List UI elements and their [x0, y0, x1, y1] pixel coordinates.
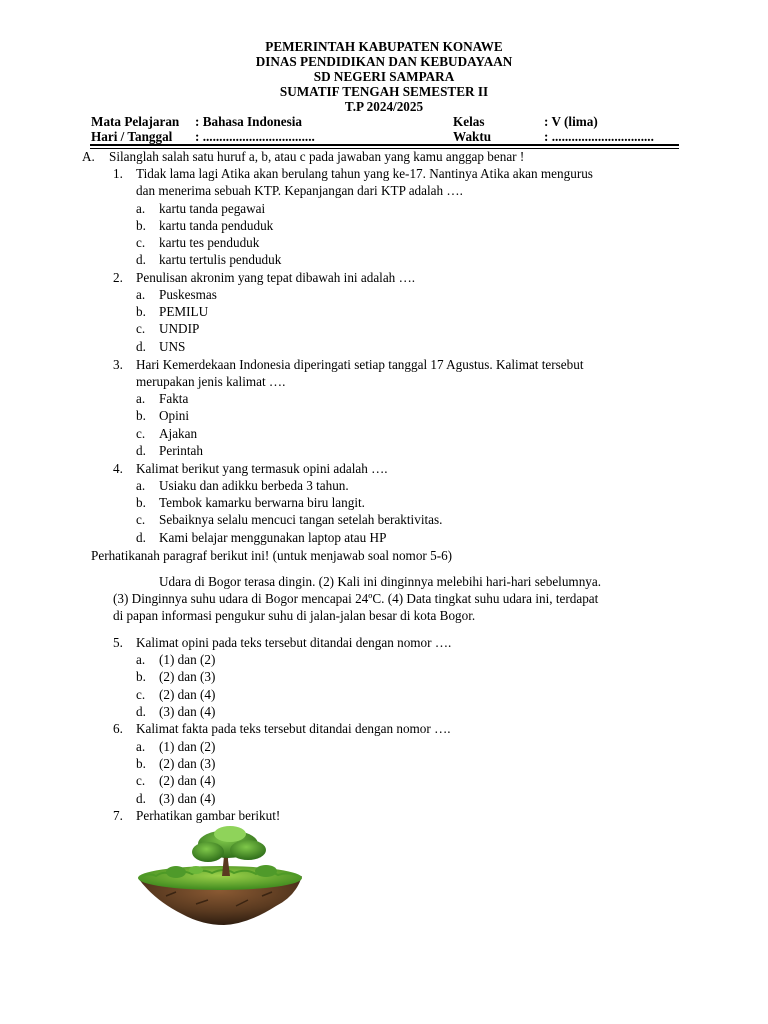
option-letter: a. — [136, 287, 146, 302]
option-letter: c. — [136, 773, 146, 788]
option-text: Kami belajar menggunakan laptop atau HP — [159, 530, 387, 545]
header-school-year: T.P 2024/2025 — [344, 99, 424, 114]
day-date-value: : .................................. — [195, 129, 315, 144]
option-letter: b. — [136, 495, 146, 510]
option-text: Perintah — [159, 443, 203, 458]
option-text: (2) dan (4) — [159, 773, 216, 788]
floating-island-tree-picture — [136, 826, 304, 926]
question-text-line: Kalimat berikut yang termasuk opini adalah …. — [136, 461, 388, 476]
option-letter: b. — [136, 756, 146, 771]
option-letter: c. — [136, 235, 146, 250]
passage-intro: Perhatikanah paragraf berikut ini! (untuk menjawab soal nomor 5-6) — [91, 548, 453, 563]
question-text-line: Perhatikan gambar berikut! — [136, 808, 281, 823]
option-letter: c. — [136, 512, 146, 527]
option-letter: a. — [136, 391, 146, 406]
option-letter: a. — [136, 739, 146, 754]
question-number: 3. — [113, 357, 123, 372]
option-text: kartu tertulis penduduk — [159, 252, 282, 267]
option-letter: a. — [136, 201, 146, 216]
passage-line: di papan informasi pengukur suhu di jalan-jalan besar di kota Bogor. — [113, 608, 476, 623]
option-text: Puskesmas — [159, 287, 217, 302]
option-text: kartu tanda penduduk — [159, 218, 274, 233]
header-exam-title: SUMATIF TENGAH SEMESTER II — [279, 84, 489, 99]
header-rule-thick — [90, 144, 679, 146]
header-school: SD NEGERI SAMPARA — [313, 69, 455, 84]
passage-line: (3) Dinginnya suhu udara di Bogor mencapai 24ºC. (4) Data tingkat suhu udara ini, terdapat — [113, 591, 599, 606]
option-text: PEMILU — [159, 304, 209, 319]
option-text: Ajakan — [159, 426, 198, 441]
option-text: Sebaiknya selalu mencuci tangan setelah beraktivitas. — [159, 512, 443, 527]
time-value: : ............................... — [544, 129, 654, 144]
subject-label: Mata Pelajaran — [91, 114, 180, 129]
question-text-line: merupakan jenis kalimat …. — [136, 374, 286, 389]
option-letter: a. — [136, 478, 146, 493]
header-government: PEMERINTAH KABUPATEN KONAWE — [265, 39, 503, 54]
option-text: (3) dan (4) — [159, 791, 216, 806]
option-text: UNS — [159, 339, 186, 354]
question-text-line: Kalimat fakta pada teks tersebut ditandai dengan nomor …. — [136, 721, 451, 736]
option-letter: a. — [136, 652, 146, 667]
option-letter: b. — [136, 408, 146, 423]
option-text: kartu tes penduduk — [159, 235, 260, 250]
question-number: 4. — [113, 461, 123, 476]
option-letter: d. — [136, 791, 146, 806]
option-letter: d. — [136, 530, 146, 545]
header-department: DINAS PENDIDIKAN DAN KEBUDAYAAN — [255, 54, 513, 69]
option-text: Usiaku dan adikku berbeda 3 tahun. — [159, 478, 349, 493]
option-text: Fakta — [159, 391, 189, 406]
option-text: Tembok kamarku berwarna biru langit. — [159, 495, 365, 510]
option-text: (1) dan (2) — [159, 652, 216, 667]
option-text: UNDIP — [159, 321, 200, 336]
option-letter: b. — [136, 669, 146, 684]
class-label: Kelas — [453, 114, 485, 129]
option-letter: d. — [136, 339, 146, 354]
option-letter: b. — [136, 304, 146, 319]
option-letter: c. — [136, 687, 146, 702]
option-letter: b. — [136, 218, 146, 233]
time-label: Waktu — [453, 129, 492, 144]
question-number: 2. — [113, 270, 123, 285]
class-value: : V (lima) — [544, 114, 598, 129]
question-text-line: Penulisan akronim yang tepat dibawah ini adalah …. — [136, 270, 416, 285]
question-number: 6. — [113, 721, 123, 736]
passage-line: Udara di Bogor terasa dingin. (2) Kali ini dinginnya melebihi hari-hari sebelumnya. — [159, 574, 602, 589]
question-number: 7. — [113, 808, 123, 823]
option-letter: c. — [136, 321, 146, 336]
day-date-label: Hari / Tanggal — [91, 129, 173, 144]
question-text-line: Hari Kemerdekaan Indonesia diperingati setiap tanggal 17 Agustus. Kalimat tersebut — [136, 357, 584, 372]
question-text-line: Kalimat opini pada teks tersebut ditandai dengan nomor …. — [136, 635, 452, 650]
option-text: (2) dan (3) — [159, 756, 216, 771]
option-letter: d. — [136, 252, 146, 267]
option-text: (2) dan (4) — [159, 687, 216, 702]
option-text: (3) dan (4) — [159, 704, 216, 719]
option-letter: c. — [136, 426, 146, 441]
option-text: Opini — [159, 408, 190, 423]
question-number: 5. — [113, 635, 123, 650]
question-text-line: dan menerima sebuah KTP. Kepanjangan dari KTP adalah …. — [136, 183, 463, 198]
option-text: (2) dan (3) — [159, 669, 216, 684]
subject-value: : Bahasa Indonesia — [195, 114, 303, 129]
question-text-line: Tidak lama lagi Atika akan berulang tahun yang ke-17. Nantinya Atika akan mengurus — [136, 166, 593, 181]
option-text: (1) dan (2) — [159, 739, 216, 754]
section-letter: A. — [82, 149, 95, 164]
option-letter: d. — [136, 704, 146, 719]
question-number: 1. — [113, 166, 123, 181]
option-letter: d. — [136, 443, 146, 458]
section-instruction: Silanglah salah satu huruf a, b, atau c pada jawaban yang kamu anggap benar ! — [109, 149, 525, 164]
option-text: kartu tanda pegawai — [159, 201, 266, 216]
